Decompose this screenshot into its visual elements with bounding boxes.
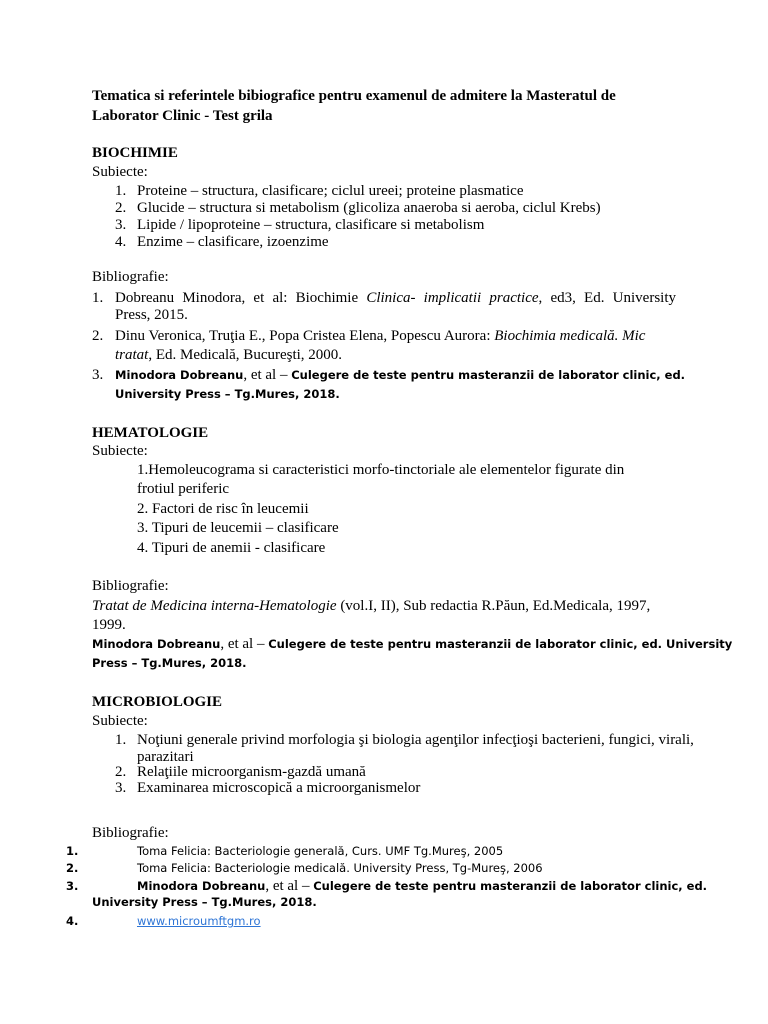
bib-item-microbiologie-3-cont: University Press – Tg.Mures, 2018. <box>92 895 317 909</box>
section-heading-microbiologie: MICROBIOLOGIE <box>92 694 223 710</box>
bib-author: Minodora Dobreanu <box>92 637 221 651</box>
bib-item-number: 4. <box>66 914 79 928</box>
bib-item-number: 1. <box>92 290 104 306</box>
subiecte-label-biochimie: Subiecte: <box>92 164 148 180</box>
list-item: frotiul periferic <box>137 481 230 497</box>
bib-text: Culegere de teste pentru masteranzii de laborator clinic, ed. <box>313 879 708 893</box>
subiecte-label-microbiologie: Subiecte: <box>92 713 148 729</box>
list-item: Noţiuni generale privind morfologia şi biologia agenţilor infecţioşi bacterieni, fungici, virali, <box>137 732 694 748</box>
bib-item-hematologie-1-cont: 1999. <box>92 617 126 633</box>
bib-item-hematologie-2-cont: Press – Tg.Mures, 2018. <box>92 656 247 670</box>
list-item: Relaţiile microorganism-gazdă umană <box>137 764 366 780</box>
list-item: Examinarea microscopică a microorganismelor <box>137 780 421 796</box>
bibliografie-label-biochimie: Bibliografie: <box>92 269 169 285</box>
list-item-number: 1. <box>115 183 127 199</box>
list-item: 1.Hemoleucograma si caracteristici morfo-tinctoriale ale elementelor figurate din <box>137 462 625 478</box>
list-item-number: 4. <box>115 234 127 250</box>
bib-item-biochimie-1-cont: Press, 2015. <box>115 307 188 323</box>
bib-author: Minodora Dobreanu <box>115 368 244 382</box>
document-title-line1: Tematica si referintele bibiografice pentru examenul de admitere la Masteratul de <box>92 88 616 104</box>
list-item: 3. Tipuri de leucemii – clasificare <box>137 520 339 536</box>
list-item: 2. Factori de risc în leucemii <box>137 501 309 517</box>
list-item-number: 2. <box>115 200 127 216</box>
bib-item-microbiologie-2: Toma Felicia: Bacteriologie medicală. University Press, Tg-Mureş, 2006 <box>137 861 543 875</box>
bib-item-number: 2. <box>92 328 104 344</box>
list-item-number: 1. <box>115 732 127 748</box>
bib-item-number: 1. <box>66 844 79 858</box>
list-item-number: 3. <box>115 780 127 796</box>
bib-text: , ed3, Ed. University <box>538 290 676 306</box>
bib-text: Culegere de teste pentru masteranzii de laborator clinic, ed. University <box>268 637 733 651</box>
list-item-cont: parazitari <box>137 749 194 765</box>
bib-title-italic: Biochimia medicală. Mic <box>494 328 646 344</box>
document-title-line2: Laborator Clinic - Test grila <box>92 108 273 124</box>
bib-text: Dobreanu Minodora, et al: Biochimie <box>115 290 367 306</box>
list-item: Enzime – clasificare, izoenzime <box>137 234 329 250</box>
bib-text: Dinu Veronica, Truţia E., Popa Cristea Elena, Popescu Aurora: <box>115 328 495 344</box>
subiecte-label-hematologie: Subiecte: <box>92 443 148 459</box>
bib-title-italic: Clinica- implicatii practice <box>366 290 539 306</box>
bib-item-number: 3. <box>66 879 79 893</box>
bib-item-hematologie-2 <box>92 635 732 653</box>
section-heading-hematologie: HEMATOLOGIE <box>92 425 209 441</box>
bib-title-italic: Tratat de Medicina interna-Hematologie <box>92 598 337 614</box>
bib-text: , et al – <box>220 636 269 652</box>
bib-text: , et al – <box>243 367 292 383</box>
bib-item-number: 2. <box>66 861 79 875</box>
list-item: Glucide – structura si metabolism (glicoliza anaeroba si aeroba, ciclul Krebs) <box>137 200 601 216</box>
bib-item-biochimie-2 <box>115 327 645 345</box>
bib-text: , Ed. Medicală, Bucureşti, 2000. <box>148 347 343 363</box>
list-item-number: 2. <box>115 764 127 780</box>
list-item: Proteine – structura, clasificare; ciclul ureei; proteine plasmatice <box>137 183 524 199</box>
bib-text: (vol.I, II), Sub redactia R.Păun, Ed.Medicala, 1997, <box>336 598 651 614</box>
list-item-number: 3. <box>115 217 127 233</box>
bib-text: , et al – <box>265 878 314 894</box>
microumftgm-link[interactable]: www.microumftgm.ro <box>137 914 261 928</box>
bib-item-biochimie-3-cont: University Press – Tg.Mures, 2018. <box>115 387 340 401</box>
bib-item-number: 3. <box>92 367 104 383</box>
bib-item-biochimie-1 <box>115 289 676 307</box>
bib-text: Culegere de teste pentru masteranzii de laborator clinic, ed. <box>291 368 686 382</box>
bib-author: Minodora Dobreanu <box>137 879 266 893</box>
list-item: 4. Tipuri de anemii - clasificare <box>137 540 326 556</box>
bib-title-italic: tratat <box>115 347 149 363</box>
bib-item-biochimie-3 <box>115 366 685 384</box>
list-item: Lipide / lipoproteine – structura, clasificare si metabolism <box>137 217 485 233</box>
section-heading-biochimie: BIOCHIMIE <box>92 145 178 161</box>
bibliografie-label-hematologie: Bibliografie: <box>92 578 169 594</box>
bib-item-microbiologie-1: Toma Felicia: Bacteriologie generală, Curs. UMF Tg.Mureş, 2005 <box>137 844 504 858</box>
bib-item-biochimie-2-cont <box>115 346 342 364</box>
bibliografie-label-microbiologie: Bibliografie: <box>92 825 169 841</box>
bib-item-hematologie-1 <box>92 597 650 615</box>
